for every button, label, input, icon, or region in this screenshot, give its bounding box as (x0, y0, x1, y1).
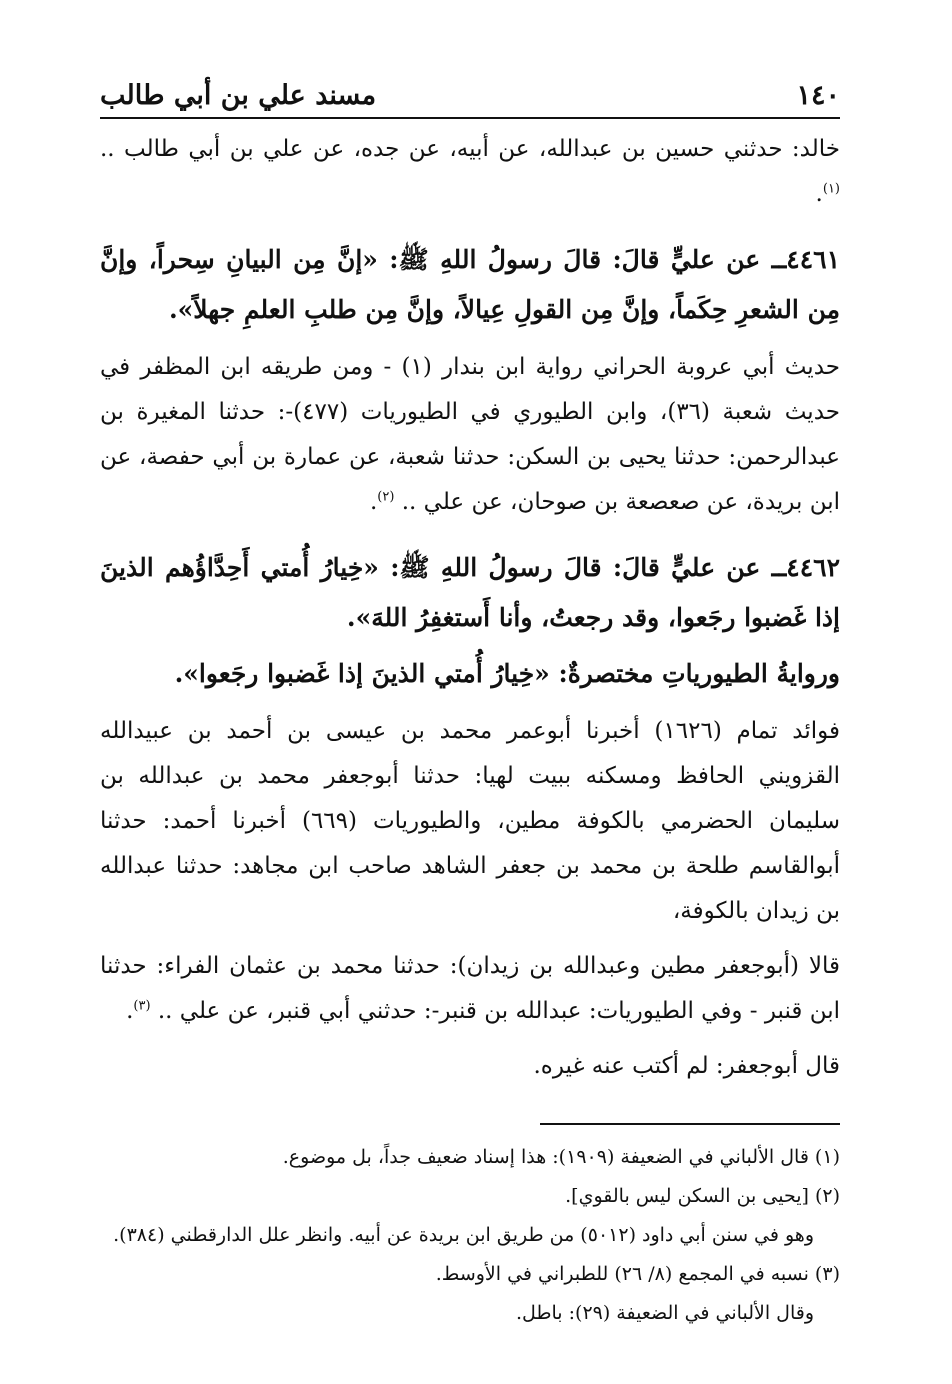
footnote-ref: (٢) (377, 489, 395, 505)
book-title: مسند علي بن أبي طالب (100, 80, 377, 111)
page-number: ١٤٠ (796, 80, 840, 111)
footnote: (١) قال الألباني في الضعيفة (١٩٠٩): هذا إسناد ضعيف جداً، بل موضوع. (282, 1146, 840, 1168)
footnote: (٣) نسبه في المجمع (٨/ ٢٦) للطبراني في الأوسط. (435, 1263, 840, 1285)
hadith-text: ٤٤٦١ــ عن عليٍّ قالَ: قالَ رسولُ اللهِ ﷺ: «إنَّ مِن البيانِ سِحراً، وإنَّ مِن الشعرِ حِكَماً، وإنَّ مِن القولِ عِيالاً، وإنَّ مِن طلبِ العلمِ جهلاً». (100, 245, 840, 324)
footnote-continuation: وقال الألباني في الضعيفة (٢٩): باطل. (515, 1302, 814, 1324)
paragraph-text: حديث أبي عروبة الحراني رواية ابن بندار (١) - ومن طريقه ابن المظفر في حديث شعبة (٣٦)، وابن الطيوري في الطيوريات (٤٧٧)-: حدثنا المغيرة بن عبدالرحمن: حدثنا يحيى بن السكن: حدثنا شعبة، عن عمارة بن أبي حفصة، عن ابن بريدة، عن صعصعة بن صوحان، عن علي .. (100, 354, 841, 515)
paragraph: فوائد تمام (١٦٢٦) أخبرنا أبوعمر محمد بن عيسى بن أحمد بن عبيدالله القزويني الحافظ ومسكنه ببيت لهيا: حدثنا أبوجعفر محمد بن عبدالله بن سليمان الحضرمي بالكوفة مطين، والطيوريات (٦٦٩) أخبرنا أحمد: حدثنا أبوالقاسم طلحة بن محمد بن جعفر الشاهد صاحب ابن مجاهد: حدثنا عبدالله بن زيدان بالكوفة، (100, 718, 841, 924)
footnote-continuation: وهو في سنن أبي داود (٥٠١٢) من طريق ابن بريدة عن أبيه. وانظر علل الدارقطني (٣٨٤). (113, 1224, 814, 1246)
hadith-variant: وروايةُ الطيورياتِ مختصرةٌ: «خِيارُ أُمتي الذينَ إذا غَضبوا رجَعوا». (174, 659, 840, 688)
footnotes (100, 1139, 840, 1332)
paragraph: قال أبوجعفر: لم أكتب عنه غيره. (533, 1053, 840, 1079)
paragraph: قالا (أبوجعفر مطين وعبدالله بن زيدان): حدثنا محمد بن عثمان الفراء: حدثنا ابن قنبر - وفي الطيوريات: عبدالله بن قنبر-: حدثني أبي قنبر، عن علي .. $^{(٣)}$. (100, 953, 840, 1024)
paragraph-text: خالد: حدثني حسين بن عبدالله، عن أبيه، عن جده، عن علي بن أبي طالب .. (100, 136, 840, 162)
page (100, 80, 840, 1332)
hadith-text: ٤٤٦٢ــ عن عليٍّ قالَ: قالَ رسولُ اللهِ ﷺ: «خِيارُ أُمتي أَحِدَّاؤُهم الذينَ إذا غَضبوا رجَعوا، وقد رجعتُ، وأنا أَستغفِرُ اللهَ». (100, 553, 840, 632)
footnote-ref: (١) (822, 181, 840, 197)
footnote-divider (540, 1123, 840, 1125)
page-header (100, 80, 840, 119)
footnote: (٢) [يحيى بن السكن ليس بالقوي]. (565, 1185, 840, 1207)
page-body (100, 127, 840, 1089)
paragraph-text: قالا (أبوجعفر مطين وعبدالله بن زيدان): حدثنا محمد بن عثمان الفراء: حدثنا ابن قنبر - وفي الطيوريات: عبدالله بن قنبر-: حدثني أبي قنبر، عن علي .. (100, 953, 840, 1024)
footnote-ref: (٣) (133, 998, 151, 1014)
paragraph: حديث أبي عروبة الحراني رواية ابن بندار (١) - ومن طريقه ابن المظفر في حديث شعبة (٣٦)، وابن الطيوري في الطيوريات (٤٧٧)-: حدثنا المغيرة بن عبدالرحمن: حدثنا يحيى بن السكن: حدثنا شعبة، عن عمارة بن أبي حفصة، عن ابن بريدة، عن صعصعة بن صوحان، عن علي .. $^{(٢)}$. (100, 354, 841, 515)
paragraph: خالد: حدثني حسين بن عبدالله، عن أبيه، عن جده، عن علي بن أبي طالب .. $^{(١)}$. (100, 136, 840, 207)
